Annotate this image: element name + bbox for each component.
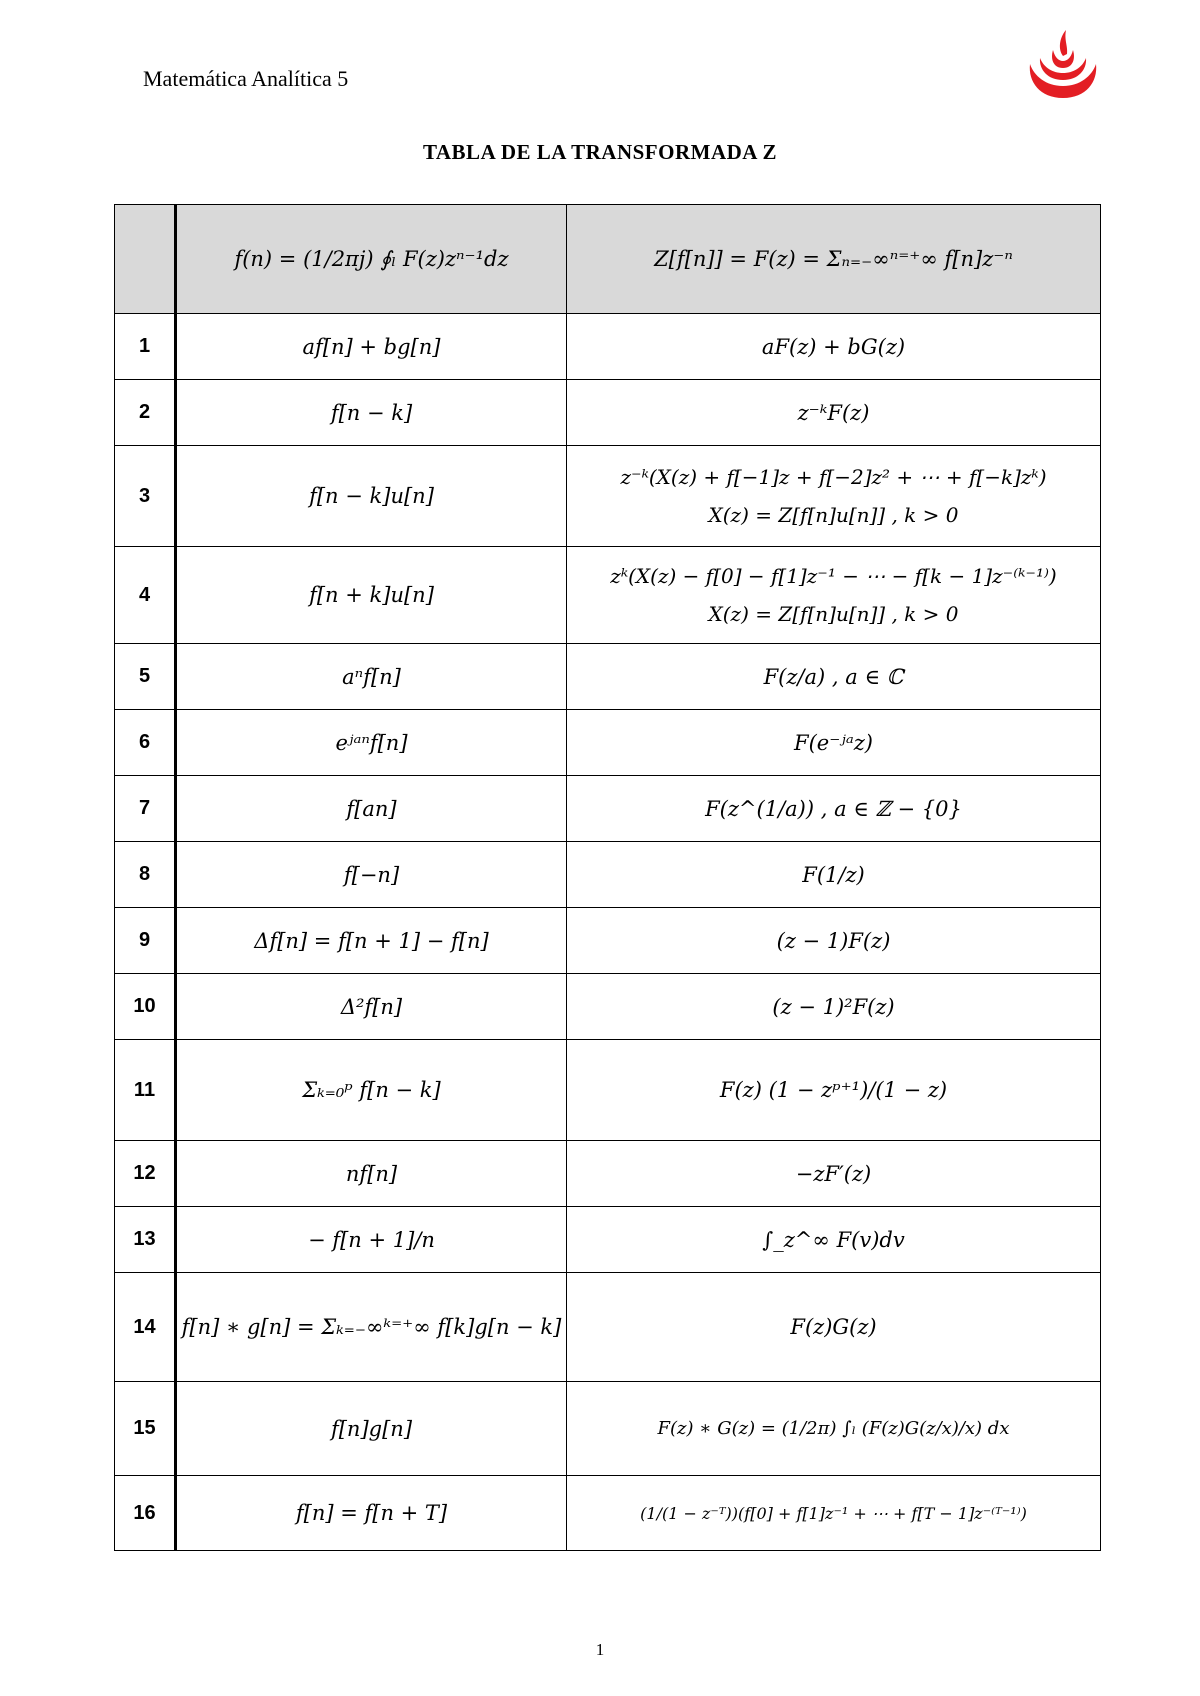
transform-cell <box>567 446 1101 547</box>
transform-cell: F(z/a) , a ∈ ℂ <box>567 644 1101 710</box>
row-number: 3 <box>115 446 176 547</box>
sequence-cell: f[n + k]u[n] <box>176 547 567 644</box>
header-forward-formula <box>567 205 1101 314</box>
transform-cell: F(z^(1/a)) , a ∈ ℤ − {0} <box>567 776 1101 842</box>
header-blank-cell <box>115 205 176 314</box>
forward-formula-text: Z[f[n]] = F(z) = Σₙ₌₋∞ⁿ⁼⁺∞ f[n]z⁻ⁿ <box>654 247 1013 271</box>
transform-line-1: z⁻ᵏ(X(z) + f[−1]z + f[−2]z² + ⋯ + f[−k]zᵏ) <box>620 465 1047 489</box>
university-logo-icon <box>1026 28 1100 102</box>
table-row <box>115 776 1101 842</box>
sequence-cell: − f[n + 1]/n <box>176 1207 567 1273</box>
transform-cell: z⁻ᵏF(z) <box>567 380 1101 446</box>
transform-cell: (z − 1)F(z) <box>567 908 1101 974</box>
row-number: 11 <box>115 1040 176 1141</box>
row-number: 6 <box>115 710 176 776</box>
sequence-cell: f[n − k] <box>176 380 567 446</box>
header-title: Matemática Analítica 5 <box>143 66 349 91</box>
sequence-cell: Σₖ₌₀ᵖ f[n − k] <box>176 1040 567 1141</box>
table-row <box>115 974 1101 1040</box>
page-number: 1 <box>595 1640 605 1659</box>
row-number: 7 <box>115 776 176 842</box>
sequence-cell: aⁿf[n] <box>176 644 567 710</box>
row-number: 14 <box>115 1273 176 1382</box>
sequence-cell: nf[n] <box>176 1141 567 1207</box>
sequence-cell: f[an] <box>176 776 567 842</box>
transform-cell: F(e⁻ʲᵃz) <box>567 710 1101 776</box>
transform-line-2: X(z) = Z[f[n]u[n]] , k > 0 <box>708 602 959 626</box>
table-row <box>115 1207 1101 1273</box>
table-row <box>115 842 1101 908</box>
table-row <box>115 1382 1101 1476</box>
row-number: 13 <box>115 1207 176 1273</box>
sequence-cell: f[n] ∗ g[n] = Σₖ₌₋∞ᵏ⁼⁺∞ f[k]g[n − k] <box>176 1273 567 1382</box>
sequence-cell: Δf[n] = f[n + 1] − f[n] <box>176 908 567 974</box>
transform-cell: F(z) (1 − zᵖ⁺¹)/(1 − z) <box>567 1040 1101 1141</box>
document-title: TABLA DE LA TRANSFORMADA Z <box>422 140 778 164</box>
sequence-cell: f[−n] <box>176 842 567 908</box>
transform-line-1: zᵏ(X(z) − f[0] − f[1]z⁻¹ − ⋯ − f[k − 1]z⁻⁽ᵏ⁻¹⁾) <box>610 564 1057 588</box>
table-header-row <box>115 205 1101 314</box>
transform-cell: F(z) ∗ G(z) = (1/2π) ∫ₗ (F(z)G(z/x)/x) dx <box>567 1382 1101 1476</box>
table-row <box>115 1476 1101 1551</box>
row-number: 1 <box>115 314 176 380</box>
sequence-cell: af[n] + bg[n] <box>176 314 567 380</box>
transform-cell: (z − 1)²F(z) <box>567 974 1101 1040</box>
header-inverse-formula <box>176 205 567 314</box>
table-row <box>115 547 1101 644</box>
table-row <box>115 1141 1101 1207</box>
row-number: 12 <box>115 1141 176 1207</box>
transform-cell: (1/(1 − z⁻ᵀ))(f[0] + f[1]z⁻¹ + ⋯ + f[T − 1]z⁻⁽ᵀ⁻¹⁾) <box>567 1476 1101 1551</box>
row-number: 5 <box>115 644 176 710</box>
transform-line-2: X(z) = Z[f[n]u[n]] , k > 0 <box>708 503 959 527</box>
inverse-formula-text: f(n) = (1/2πj) ∮ₗ F(z)zⁿ⁻¹dz <box>234 247 509 271</box>
table-row <box>115 380 1101 446</box>
row-number: 9 <box>115 908 176 974</box>
row-number: 16 <box>115 1476 176 1551</box>
sequence-cell: eʲᵃⁿf[n] <box>176 710 567 776</box>
sequence-cell: f[n]g[n] <box>176 1382 567 1476</box>
sequence-cell: f[n − k]u[n] <box>176 446 567 547</box>
transform-cell: −zF′(z) <box>567 1141 1101 1207</box>
transform-cell: F(z)G(z) <box>567 1273 1101 1382</box>
sequence-cell: f[n] = f[n + T] <box>176 1476 567 1551</box>
table-row <box>115 1040 1101 1141</box>
table-row <box>115 1273 1101 1382</box>
transform-cell: aF(z) + bG(z) <box>567 314 1101 380</box>
table-row <box>115 446 1101 547</box>
row-number: 15 <box>115 1382 176 1476</box>
transform-cell <box>567 547 1101 644</box>
z-transform-table <box>114 204 1101 1551</box>
sequence-cell: Δ²f[n] <box>176 974 567 1040</box>
row-number: 2 <box>115 380 176 446</box>
row-number: 4 <box>115 547 176 644</box>
row-number: 8 <box>115 842 176 908</box>
table-row <box>115 314 1101 380</box>
table-row <box>115 908 1101 974</box>
transform-cell: ∫_z^∞ F(v)dv <box>567 1207 1101 1273</box>
transform-cell: F(1/z) <box>567 842 1101 908</box>
row-number: 10 <box>115 974 176 1040</box>
table-row <box>115 710 1101 776</box>
table-row <box>115 644 1101 710</box>
